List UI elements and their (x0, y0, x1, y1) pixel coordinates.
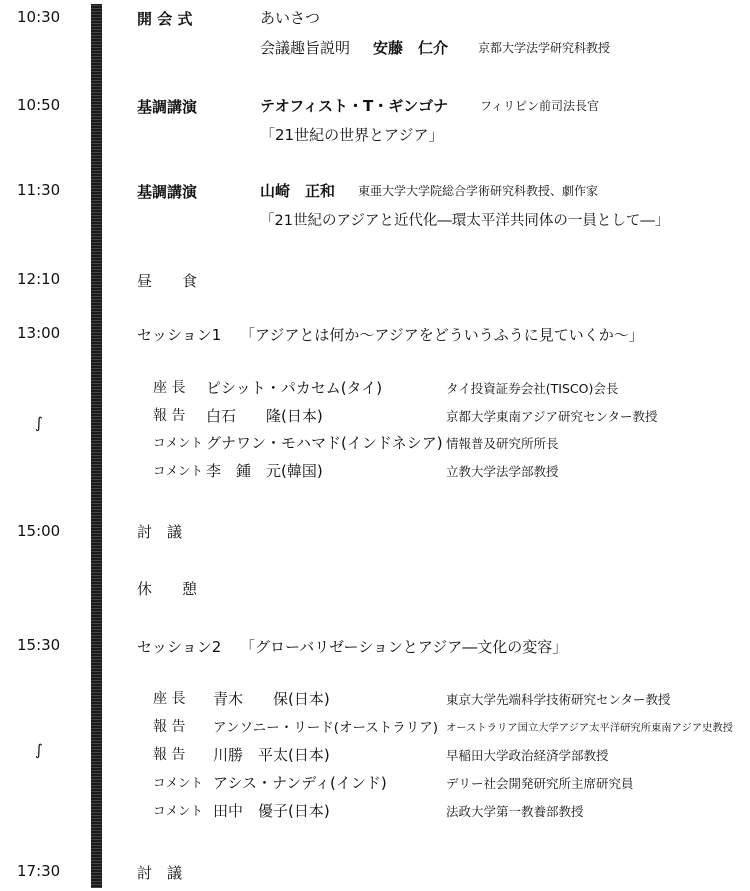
timeline-bar (91, 4, 102, 888)
opening-explain: 会議趣旨説明 (260, 39, 351, 57)
session2-person: 川勝 平太(日本) (213, 746, 330, 764)
session2-affiliation: 早稲田大学政治経済学部教授 (446, 748, 609, 763)
opening-label: 開 会 式 (137, 10, 193, 28)
time-1210: 12:10 (17, 270, 61, 288)
keynote2-label: 基調講演 (137, 183, 198, 201)
session1-person: 李 鍾 元(韓国) (206, 462, 323, 480)
session2-role: 報 告 (153, 719, 186, 735)
session1-role: 報 告 (153, 408, 186, 424)
session2-person: 田中 優子(日本) (213, 802, 330, 820)
opening-greeting: あいさつ (260, 9, 321, 27)
session1-role: コメント (153, 435, 204, 450)
keynote1-speaker: テオフィスト・T・ギンゴナ (260, 97, 449, 115)
session1-role: コメント (153, 463, 204, 478)
session1-affiliation: 立教大学法学部教授 (446, 464, 559, 479)
discussion1-label: 討 議 (137, 523, 183, 541)
session1-affiliation: 情報普及研究所所長 (446, 436, 559, 451)
session2-label: セッション2 (137, 638, 222, 656)
session1-title: 「アジアとは何か～アジアをどういうふうに見ていくか～」 (240, 326, 644, 344)
time-1050: 10:50 (17, 96, 61, 114)
time-1030: 10:30 (17, 8, 61, 26)
break-label: 休 憩 (137, 580, 198, 598)
time-range-mark-2: ∫ (35, 741, 43, 759)
session1-person: ピシット・パカセム(タイ) (206, 379, 383, 397)
keynote2-title: 「21世紀のアジアと近代化―環太平洋共同体の一員として―」 (260, 213, 670, 229)
session1-affiliation: 京都大学東南アジア研究センター教授 (446, 409, 658, 424)
opening-speaker: 安藤 仁介 (373, 39, 449, 57)
session1-label: セッション1 (137, 326, 222, 344)
session2-affiliation: デリー社会開発研究所主席研究員 (446, 776, 634, 791)
session2-affiliation: 東京大学先端科学技術研究センター教授 (446, 692, 671, 707)
session2-affiliation: 法政大学第一教養部教授 (446, 804, 584, 819)
keynote1-title: 「21世紀の世界とアジア」 (260, 126, 444, 144)
session1-affiliation: タイ投資証券会社(TISCO)会長 (446, 381, 619, 396)
session2-person: 青木 保(日本) (213, 690, 330, 708)
lunch-label: 昼 食 (137, 272, 198, 290)
keynote1-label: 基調講演 (137, 98, 198, 116)
time-range-mark-1: ∫ (35, 414, 43, 432)
session1-role: 座 長 (153, 380, 186, 396)
keynote2-affiliation: 東亜大学大学院総合学術研究科教授、劇作家 (358, 184, 599, 198)
session1-person: 白石 隆(日本) (206, 407, 323, 425)
time-1130: 11:30 (17, 181, 61, 199)
session2-role: コメント (153, 803, 204, 818)
session2-person: アンソニー・リード(オーストラリア) (213, 720, 439, 736)
keynote2-speaker: 山崎 正和 (260, 182, 336, 200)
time-1730: 17:30 (17, 862, 61, 880)
time-1530: 15:30 (17, 636, 61, 654)
time-1300: 13:00 (17, 324, 61, 342)
discussion2-label: 討 議 (137, 864, 183, 882)
session2-role: 報 告 (153, 747, 186, 763)
session2-affiliation: オーストラリア国立大学アジア太平洋研究所東南アジア史教授 (446, 722, 733, 734)
session1-person: グナワン・モハマド(インドネシア) (206, 434, 443, 452)
opening-affiliation: 京都大学法学研究科教授 (478, 41, 611, 55)
session2-person: アシス・ナンディ(インド) (213, 774, 387, 792)
session2-role: コメント (153, 775, 204, 790)
session2-role: 座 長 (153, 691, 186, 707)
session2-title: 「グローバリゼーションとアジア―文化の変容」 (240, 638, 568, 656)
time-1500: 15:00 (17, 522, 61, 540)
keynote1-affiliation: フィリピン前司法長官 (480, 99, 600, 113)
